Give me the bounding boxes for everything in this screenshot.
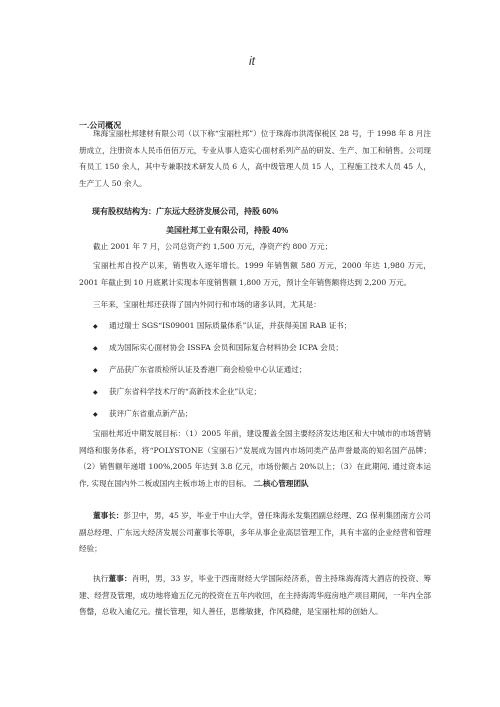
bullet-diamond-icon: ◆ (93, 367, 98, 374)
bullet-diamond-icon: ◆ (93, 323, 98, 330)
recognition-bullet: ◆ 成为国际实心面材协会 ISSFA 会员和国际复合材料协会 ICPA 会员； (93, 343, 343, 352)
executive-director-label: 董事： (108, 574, 132, 583)
shareholders-line-2: 美国杜邦工业有限公司，持股 40% (166, 226, 289, 235)
executive-director-paragraph: 执行董事：肖明，男，33 岁，毕业于西南财经大学国际经济系，曾主持珠海海湾大酒店的投资、筹建、经营及管理，成功地将逾五亿元的投资在五年内收回，在主持海湾华庭房地产项目期间，一年内全部售罄，总收入逾亿元。擅长管理，知人善任，思维敏捷，作风稳健，是宝丽杜邦的创始人。 (79, 574, 432, 617)
shareholders-line-1: 现有股权结构为：广东远大经济发展公司，持股 60% (92, 207, 279, 216)
section-title-company-overview: 一.公司概况 (79, 121, 122, 130)
bullet-diamond-icon: ◆ (93, 411, 98, 418)
bullet-diamond-icon: ◆ (93, 345, 98, 352)
bullet-diamond-icon: ◆ (93, 389, 98, 396)
section-title-core-team: 二.核心管理团队 (253, 478, 309, 488)
recognition-bullet: ◆ 通过瑞士 SGS“IS09001 国际质量体系”认证，并获得美国 RAB 证书； (93, 321, 352, 330)
recognition-bullet: ◆ 获评广东省重点新产品； (93, 409, 193, 418)
sales-paragraph: 宝丽杜邦自投产以来，销售收入逐年增长。1999 年销售额 580 万元，2000 年达 1,980 万元，2001 年截止到 10 月底累计实现本年度销售额 1,800 万元，预计全年销售额将达到 2,200 万元。 (79, 261, 431, 287)
assets-paragraph: 截止 2001 年 7 月，公司总资产约 1,500 万元，净资产约 800 万元； (93, 242, 333, 251)
development-goals-paragraph: 宝丽杜邦近中期发展目标：（1）2005 年前，建设覆盖全国主要经济发达地区和大中城市的市场营销网络和服务体系，将“POLYSTONE（宝丽石）”发展成为国内市场同类产品声誉最高的知名国产品牌；（2）销售额年递增 100%,2005 年达到 3.8 亿元，市场份额占 20%以上；（3）在此期间, 通过资本运作, 实现在国内外二板或国内主板市场上市的目标。 二.核心管理团队 (79, 429, 431, 488)
recognition-bullet: ◆ 产品获广东省质检所认证及香港厂商会检验中心认证通过； (93, 365, 307, 374)
recognition-bullet: ◆ 获广东省科学技术厅的“高新技术企业”认定； (93, 387, 262, 396)
chairman-label: 董事长： (93, 511, 124, 520)
chairman-paragraph: 董事长：彭卫中，男，45 岁，毕业于中山大学，曾任珠海永发集团副总经理、ZG 保利集团南方公司副总经理、广东远大经济发展公司董事长等职，多年从事企业高层管理工作，具有丰富的企业经营和管理经验； (79, 511, 431, 554)
logo-mark: it (249, 54, 255, 68)
company-intro-paragraph: 珠海宝丽杜邦建材有限公司（以下称“宝丽杜邦”）位于珠海市洪湾保税区 28 号，于 1998 年 8 月注册成立，注册资本人民币佰佰万元，专业从事人造实心面材系列产品的研发、生产、加工和销售。公司现有员工 150 余人，其中专兼职技术研发人员 6 人，高中级管理人员 15 人，工程施工技术人员 45 人，生产工人 50 余人。 (79, 129, 431, 188)
recognition-intro-paragraph: 三年来，宝丽杜邦还获得了国内外同行和市场的诸多认同，尤其是： (93, 300, 321, 309)
